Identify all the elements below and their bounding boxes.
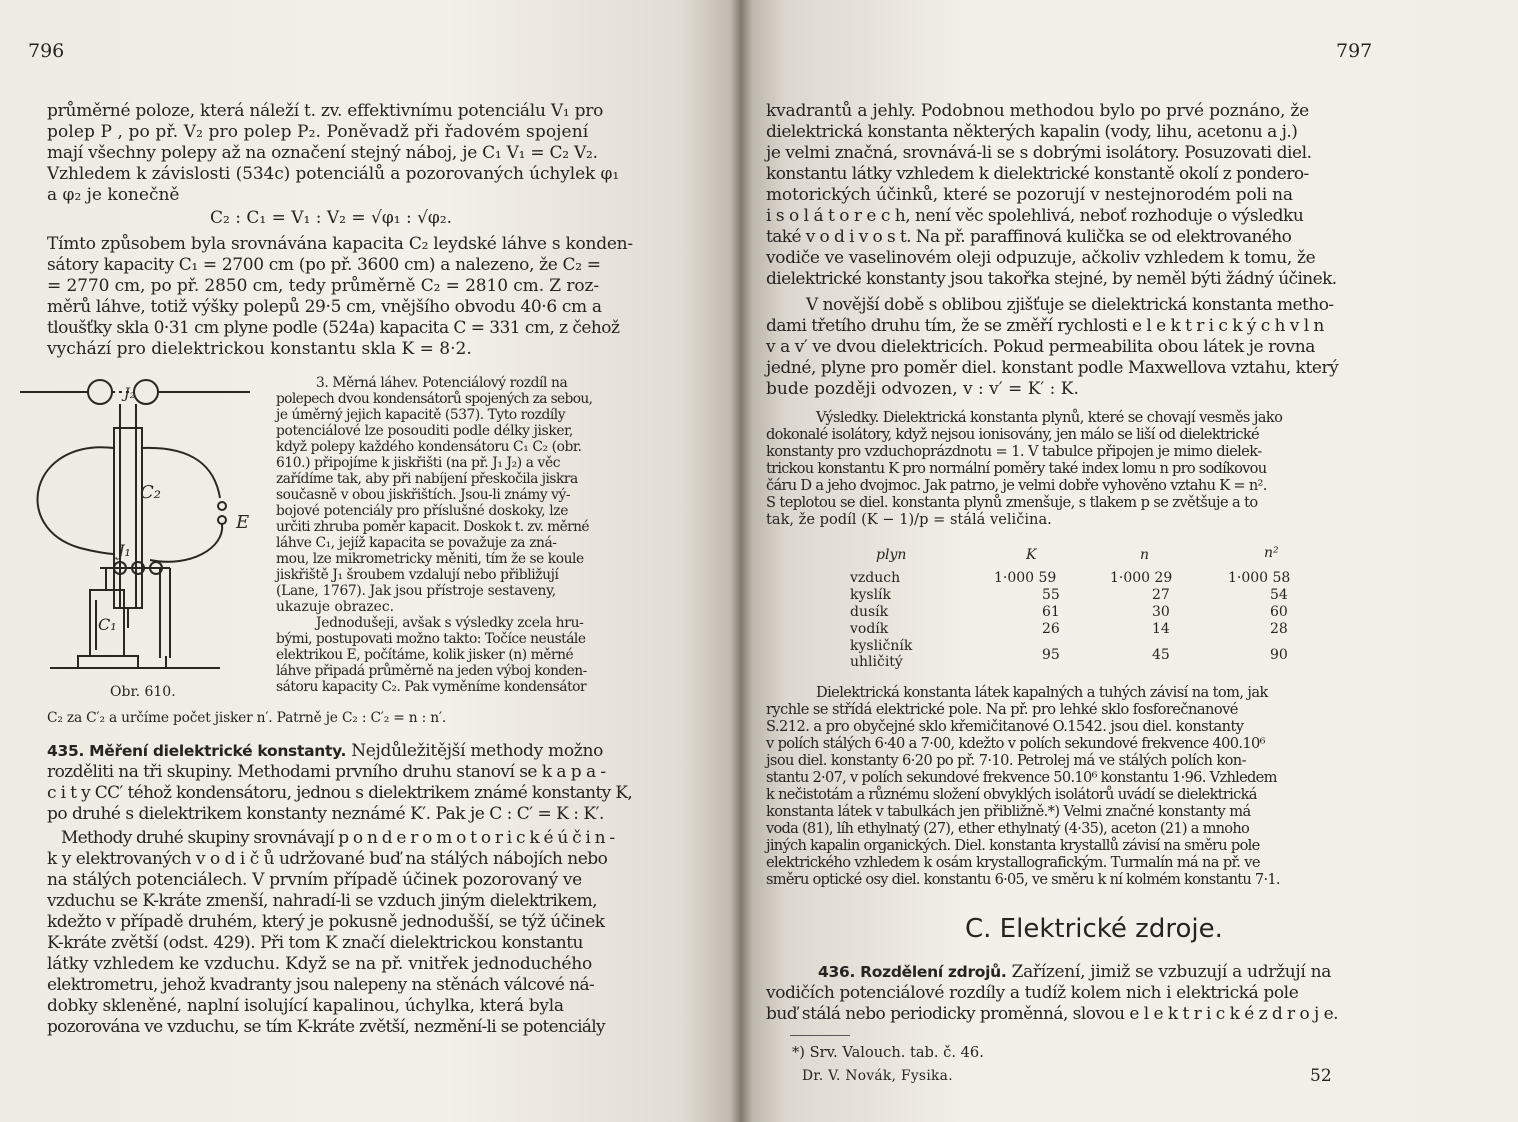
liquids-line: jiných kapalin organických. Diel. konstanta krystallů závisí na směru pole xyxy=(766,837,1260,854)
text-line: Methody druhé skupiny srovnávají p o n d e r o m o t o r i c k é ú č i n - xyxy=(61,828,615,848)
side-line: Jednodušeji, avšak s výsledky zcela hru- xyxy=(316,615,584,631)
table-cell: 45 xyxy=(1152,647,1170,663)
table-header: K xyxy=(1026,547,1037,563)
text-line: jedné, plyne pro poměr diel. konstant podle Maxwellova vztahu, který xyxy=(766,358,1339,378)
text-line: i s o l á t o r e c h, není věc spolehlivá, neboť rozhoduje o výsledku xyxy=(766,206,1304,226)
footnote: *) Srv. Valouch. tab. č. 46. xyxy=(792,1044,984,1061)
text-line: vodiče ve vaselinovém oleji odpuzuje, ačkoliv vzhledem k tomu, že xyxy=(766,248,1316,268)
sheet-number: 52 xyxy=(1310,1066,1332,1086)
table-header: n xyxy=(1140,547,1150,563)
figure-610-apparatus xyxy=(20,368,270,688)
page-number: 797 xyxy=(1336,40,1373,62)
liquids-line: jsou diel. konstanty 6·20 po př. 7·10. Petrolej má ve stálých polích kon- xyxy=(766,752,1246,769)
text-line: v a v′ ve dvou dielektricích. Pokud permeabilita obou látek je rovna xyxy=(766,337,1315,357)
text-line: na stálých potenciálech. V prvním případě účinek pozorovaný ve xyxy=(47,870,582,890)
table-cell: vzduch xyxy=(850,570,901,586)
text-line: konstantu látky vzhledem k dielektrické konstantě okolí z pondero- xyxy=(766,164,1309,184)
section-436-line xyxy=(818,962,1331,982)
text-line: dobky skleněné, naplní isolující kapalinou, úchylka, která byla xyxy=(47,996,564,1016)
text-line: sátory kapacity C₁ = 2700 cm (po př. 3600 cm) a nalezeno, že C₂ = xyxy=(47,255,601,275)
table-cell: 95 xyxy=(1042,647,1060,663)
side-line: bojové potenciály pro příslušné doskoky, lze xyxy=(276,503,569,519)
text-line: kvadrantů a jehly. Podobnou methodou bylo po prvé poznáno, že xyxy=(766,101,1310,121)
text-line: pozorována ve vzduchu, se tím K-kráte zvětší, nezmění-li se potenciály xyxy=(47,1017,605,1037)
text-line: rozděliti na tři skupiny. Methodami prvního druhu stanoví se k a p a - xyxy=(47,762,606,782)
section-text: Nejdůležitější methody možno xyxy=(351,741,604,761)
left-page xyxy=(0,0,740,1122)
text-line: k y elektrovaných v o d i č ů udržované buď na stálých nábojích nebo xyxy=(47,849,608,869)
side-line: 610.) připojíme k jiskřišti (na př. J₁ J₂) a věc xyxy=(276,455,561,471)
text-line: Vzhledem k závislosti (534c) potenciálů a pozorovaných úchylek φ₁ xyxy=(47,164,620,184)
side-line: současně v obou jiskřištích. Jsou-li známy vý- xyxy=(276,487,571,503)
results-line: konstanty pro vzduchoprázdnotu = 1. V tabulce připojen je mimo dielek- xyxy=(766,443,1262,460)
results-line: čáru D a jeho dvojmoc. Jak patrno, je velmi dobře vyhověno vztahu K = n². xyxy=(766,477,1267,494)
side-line: jiskřiště J₁ šroubem vzdalují nebo přibližují xyxy=(276,567,559,583)
side-line: sátoru kapacity C₂. Pak vyměníme kondensátor xyxy=(276,679,587,695)
text-line: bude později odvozen, v : v′ = K′ : K. xyxy=(766,379,1079,399)
results-line: trickou konstantu K pro normální poměry také index lomu n pro sodíkovou xyxy=(766,460,1267,477)
table-cell: 1·000 59 xyxy=(994,570,1057,586)
table-cell: 30 xyxy=(1152,604,1170,620)
side-line: láhve připadá průměrně na jeden výboj konden- xyxy=(276,663,587,679)
text-line: Tímto způsobem byla srovnávána kapacita C₂ leydské láhve s konden- xyxy=(47,234,633,254)
signature-mark: Dr. V. Novák, Fysika. xyxy=(802,1068,953,1084)
table-cell: 90 xyxy=(1270,647,1288,663)
liquids-line: směru optické osy diel. konstantu 6·05, ve směru k ní kolmém konstantu 7·1. xyxy=(766,871,1280,888)
table-cell: 60 xyxy=(1270,604,1288,620)
side-line: mou, lze mikrometricky měniti, tím že se koule xyxy=(276,551,584,567)
table-cell: kyslík xyxy=(850,587,892,603)
table-cell: 55 xyxy=(1042,587,1060,603)
side-line: určiti zhruba poměr kapacit. Doskok t. zv. měrné xyxy=(276,519,589,535)
table-cell: 28 xyxy=(1270,621,1288,637)
liquids-line: v polích stálých 6·40 a 7·00, kdežto v polích sekundové frekvence 400.10⁶ xyxy=(766,735,1265,752)
text-line: elektrometru, jehož kvadranty jsou nalepeny na stěnách válcové ná- xyxy=(47,975,595,995)
liquids-line: k nečistotám a různému složení obvyklých isolátorů uvádí se dielektrická xyxy=(766,786,1257,803)
liquids-line: konstanta látek v tabulkách jen přibližně.*) Velmi značné konstanty má xyxy=(766,803,1251,820)
section-heading: 436. Rozdělení zdrojů. xyxy=(818,963,1007,981)
text-line: c i t y CC′ téhož kondensátoru, jednou s dielektrikem známé konstanty K, xyxy=(47,783,633,803)
section-heading: 435. Měření dielektrické konstanty. xyxy=(47,742,347,760)
side-line: ukazuje obrazec. xyxy=(276,599,394,615)
label-c2: C₂ xyxy=(140,482,161,503)
text-line: vodičích potenciálové rozdíly a tudíž kolem nich i elektrická pole xyxy=(766,983,1299,1003)
text-line: dielektrická konstanta některých kapalin (vody, lihu, acetonu a j.) xyxy=(766,122,1298,142)
section-text: Zařízení, jimiž se vzbuzují a udržují na xyxy=(1011,962,1332,982)
text-line: = 2770 cm, po př. 2850 cm, tedy průměrně C₂ = 2810 cm. Z roz- xyxy=(47,276,599,296)
table-cell: vodík xyxy=(850,621,889,637)
text-line: vzduchu se K-kráte zmenší, nahradí-li se vzduch jiným dielektrikem, xyxy=(47,891,598,911)
table-cell: 1·000 58 xyxy=(1228,570,1291,586)
side-line: zařídíme tak, aby při nabíjení přeskočila jiskra xyxy=(276,471,578,487)
results-line: Výsledky. Dielektrická konstanta plynů, které se chovají vesměs jako xyxy=(816,409,1283,426)
results-line: tak, že podíl (K − 1)/p = stálá veličina. xyxy=(766,511,1052,528)
side-line: polepech dvou kondensátorů spojených za sebou, xyxy=(276,391,593,407)
table-cell: 61 xyxy=(1042,604,1060,620)
label-e: E xyxy=(236,512,250,533)
label-c1: C₁ xyxy=(98,615,117,634)
text-line: K-kráte zvětší (odst. 429). Při tom K značí dielektrickou konstantu xyxy=(47,933,583,953)
liquids-line: Dielektrická konstanta látek kapalných a tuhých závisí na tom, jak xyxy=(816,684,1268,701)
text-line: mají všechny polepy až na označení stejný náboj, je C₁ V₁ = C₂ V₂. xyxy=(47,143,598,163)
text-line: buď stálá nebo periodicky proměnná, slovou e l e k t r i c k é z d r o j e. xyxy=(766,1004,1338,1024)
book-gutter xyxy=(730,0,752,1122)
text-line: motorických účinků, které se pozorují v nestejnorodém poli na xyxy=(766,185,1293,205)
results-line: dokonalé isolátory, když nejsou ionisovány, jen málo se liší od dielektrické xyxy=(766,426,1259,443)
label-j2: J₂ xyxy=(124,386,136,402)
text-line: vychází pro dielektrickou konstantu skla K = 8·2. xyxy=(47,339,472,359)
liquids-line: S.212. a pro obyčejné sklo křemičitanové O.1542. jsou diel. konstanty xyxy=(766,718,1244,735)
formula: C₂ : C₁ = V₁ : V₂ = √φ₁ : √φ₂. xyxy=(210,208,453,228)
side-line: láhve C₁, jejíž kapacita se považuje za zná- xyxy=(276,535,557,551)
liquids-line: stantu 2·07, v polích sekundové frekvence 50.10⁶ konstantu 1·96. Vzhledem xyxy=(766,769,1277,786)
section-435-line xyxy=(47,741,603,761)
table-header: plyn xyxy=(876,547,907,563)
results-line: S teplotou se diel. konstanta plynů zmenšuje, s tlakem p se zvětšuje a to xyxy=(766,494,1258,511)
table-cell: dusík xyxy=(850,604,889,620)
side-line: 3. Měrná láhev. Potenciálový rozdíl na xyxy=(316,375,568,391)
text-line: dielektrické konstanty jsou takořka stejné, by neměl býti žádný účinek. xyxy=(766,269,1337,289)
page-number: 796 xyxy=(28,40,65,62)
table-cell: 14 xyxy=(1152,621,1170,637)
side-line: potenciálové lze posouditi podle délky jisker, xyxy=(276,423,573,439)
table-cell: 26 xyxy=(1042,621,1060,637)
table-cell: 54 xyxy=(1270,587,1288,603)
liquids-line: voda (81), líh ethylnatý (27), ether ethylnatý (4·35), aceton (21) a mnoho xyxy=(766,820,1250,837)
side-line: (Lane, 1767). Jak jsou přístroje sestaveny, xyxy=(276,583,556,599)
text-line: polep P , po př. V₂ pro polep P₂. Poněvadž při řadovém spojení xyxy=(47,122,589,142)
table-cell: kysličník uhličitý xyxy=(850,638,913,670)
text-line: a φ₂ je konečně xyxy=(47,185,180,205)
table-header: n² xyxy=(1264,545,1279,561)
label-j1: J₁ xyxy=(118,541,131,560)
figure-caption: Obr. 610. xyxy=(110,684,176,700)
text-line: tloušťky skla 0·31 cm plyne podle (524a) kapacita C = 331 cm, z čehož xyxy=(47,318,620,338)
text-line: je velmi značná, srovnává-li se s dobrými isolátory. Posuzovati diel. xyxy=(766,143,1312,163)
chapter-heading: C. Elektrické zdroje. xyxy=(965,914,1223,944)
table-cell: 1·000 29 xyxy=(1110,570,1173,586)
side-line: elektrikou E, počítáme, kolik jisker (n) měrné xyxy=(276,647,574,663)
right-page xyxy=(740,0,1518,1122)
side-line: bými, postupovati možno takto: Točíce neustále xyxy=(276,631,586,647)
liquids-line: rychle se střídá elektrické pole. Na př. pro lehké sklo fosforečnanové xyxy=(766,701,1238,718)
text-line: měrů láhve, totiž výšky polepů 29·5 cm, vnějšího obvodu 40·6 cm a xyxy=(47,297,602,317)
text-line: dami třetího druhu tím, že se změří rychlosti e l e k t r i c k ý c h v l n xyxy=(766,316,1324,336)
side-line: je úměrný jejich kapacitě (537). Tyto rozdíly xyxy=(276,407,566,423)
text-line: V novější době s oblibou zjišťuje se dielektrická konstanta metho- xyxy=(806,295,1334,315)
text-line: po druhé s dielektrikem konstanty neznámé K′. Pak je C : C′ = K : K′. xyxy=(47,804,604,824)
table-cell: 27 xyxy=(1152,587,1170,603)
text-line: látky vzhledem ke vzduchu. Když se na př. vnitřek jednoduchého xyxy=(47,954,592,974)
text-line: průměrné poloze, která náleží t. zv. effektivnímu potenciálu V₁ pro xyxy=(47,101,604,121)
side-line: když polepy každého kondensátoru C₁ C₂ (obr. xyxy=(276,439,582,455)
liquids-line: elektrického vzhledem k osám krystallografickým. Turmalín má na př. ve xyxy=(766,854,1260,871)
text-line: kdežto v případě druhém, který je pokusně jednodušší, se týž účinek xyxy=(47,912,605,932)
footnote-rule xyxy=(790,1035,850,1036)
text-line: také v o d i v o s t. Na př. paraffinová kulička se od elektrovaného xyxy=(766,227,1292,247)
text-line: C₂ za C′₂ a určíme počet jisker n′. Patrně je C₂ : C′₂ = n : n′. xyxy=(47,710,447,726)
